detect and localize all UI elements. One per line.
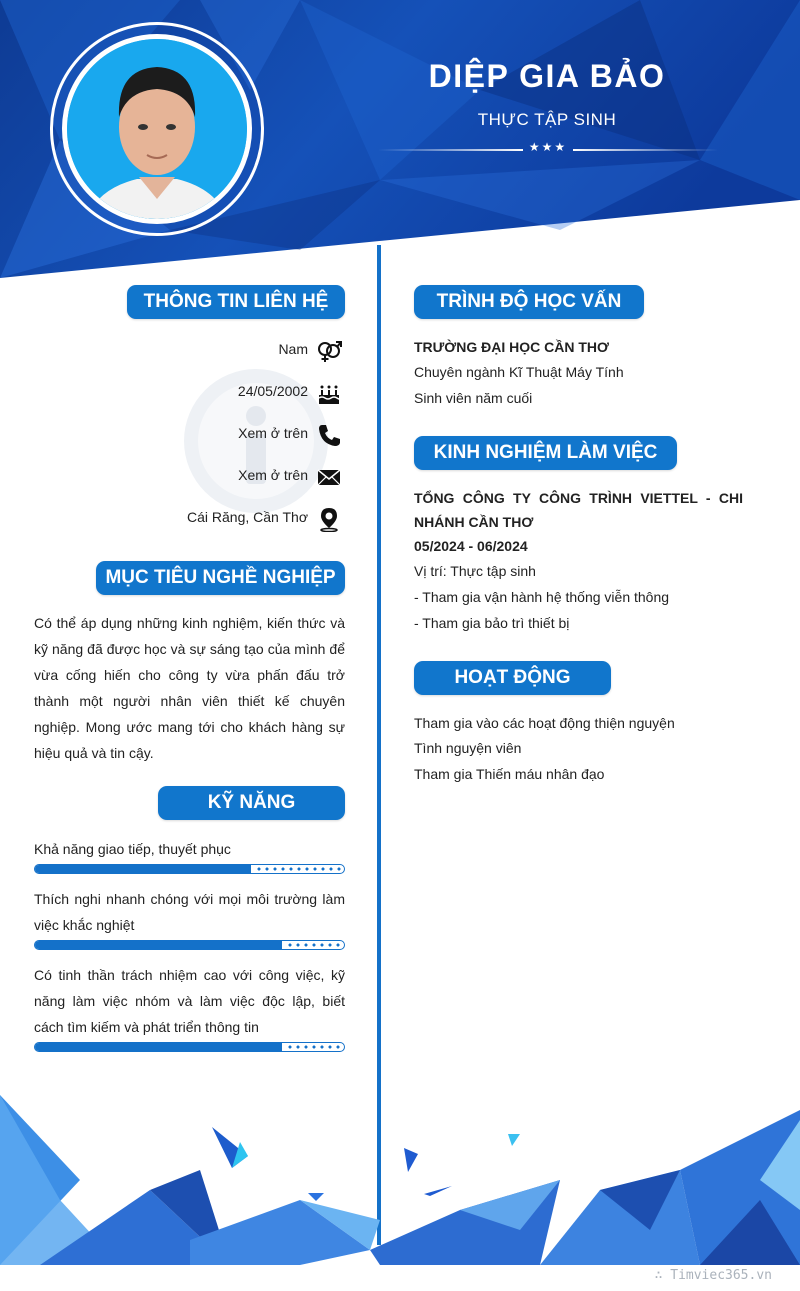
contact-birthday: 24/05/2002 xyxy=(237,383,308,399)
contact-gender: Nam xyxy=(278,341,308,357)
objective-text: Có thể áp dụng những kinh nghiệm, kiến thức và kỹ năng đã được học và sự sáng tạo của mình để vừa cống hiến cho công ty vừa phấn đấu trở thành một người nhân viên thiết kế chuyên nghiệp. Mong ước mang tới cho khách hàng sự hiệu quả và tin cậy. xyxy=(34,615,345,761)
activity-item: Tham gia Thiến máu nhân đạo xyxy=(414,766,605,782)
candidate-role: THỰC TẬP SINH xyxy=(477,110,617,129)
section-title-experience: KINH NGHIỆM LÀM VIỆC xyxy=(414,436,677,470)
contact-phone: Xem ở trên xyxy=(238,425,308,441)
envelope-icon xyxy=(316,464,342,490)
avatar-photo xyxy=(62,34,252,224)
skill-label: Có tinh thần trách nhiệm cao với công việc, kỹ năng làm việc nhóm và làm việc độc lập, biết cách tìm kiếm và phát triển thông tin xyxy=(34,967,345,1035)
education-major: Chuyên ngành Kĩ Thuật Máy Tính xyxy=(414,364,624,380)
contact-email: Xem ở trên xyxy=(238,467,308,483)
activity-item: Tham gia vào các hoạt động thiện nguyện xyxy=(414,715,675,731)
experience-position: Vị trí: Thực tập sinh xyxy=(414,563,536,579)
gender-icon xyxy=(316,338,342,364)
birthday-cake-icon xyxy=(316,380,342,406)
section-title-skills: KỸ NĂNG xyxy=(158,786,345,820)
skill-label: Thích nghi nhanh chóng với mọi môi trường làm việc khắc nghiệt xyxy=(34,891,345,933)
location-pin-icon xyxy=(316,506,342,532)
person-silhouette-icon xyxy=(67,39,247,219)
section-title-activities: HOẠT ĐỘNG xyxy=(414,661,611,695)
activity-item: Tình nguyện viên xyxy=(414,740,522,756)
contact-address: Cái Răng, Cần Thơ xyxy=(187,509,308,525)
education-year: Sinh viên năm cuối xyxy=(414,390,533,406)
experience-task: - Tham gia bảo trì thiết bị xyxy=(414,615,570,631)
title-ornament xyxy=(378,140,718,157)
section-title-objective: MỤC TIÊU NGHỀ NGHIỆP xyxy=(96,561,345,595)
footer-background xyxy=(0,1080,800,1270)
candidate-name: DIỆP GIA BẢO xyxy=(428,58,666,94)
skill-level-bar xyxy=(34,864,345,874)
stars-icon: ★★★ xyxy=(528,140,568,154)
section-title-education: TRÌNH ĐỘ HỌC VẤN xyxy=(414,285,644,319)
section-title-contact: THÔNG TIN LIÊN HỆ xyxy=(127,285,345,319)
education-school: TRƯỜNG ĐẠI HỌC CẦN THƠ xyxy=(414,339,609,355)
phone-icon xyxy=(316,422,342,448)
experience-company: TỔNG CÔNG TY CÔNG TRÌNH VIETTEL - CHI NHÁNH CẦN THƠ xyxy=(414,490,743,530)
skill-level-bar xyxy=(34,940,345,950)
experience-period: 05/2024 - 06/2024 xyxy=(414,538,528,554)
skill-level-bar xyxy=(34,1042,345,1052)
skill-label: Khả năng giao tiếp, thuyết phục xyxy=(34,841,231,857)
experience-task: - Tham gia vận hành hệ thống viễn thông xyxy=(414,589,670,605)
site-watermark: ∴ Timviec365.vn xyxy=(654,1268,772,1283)
